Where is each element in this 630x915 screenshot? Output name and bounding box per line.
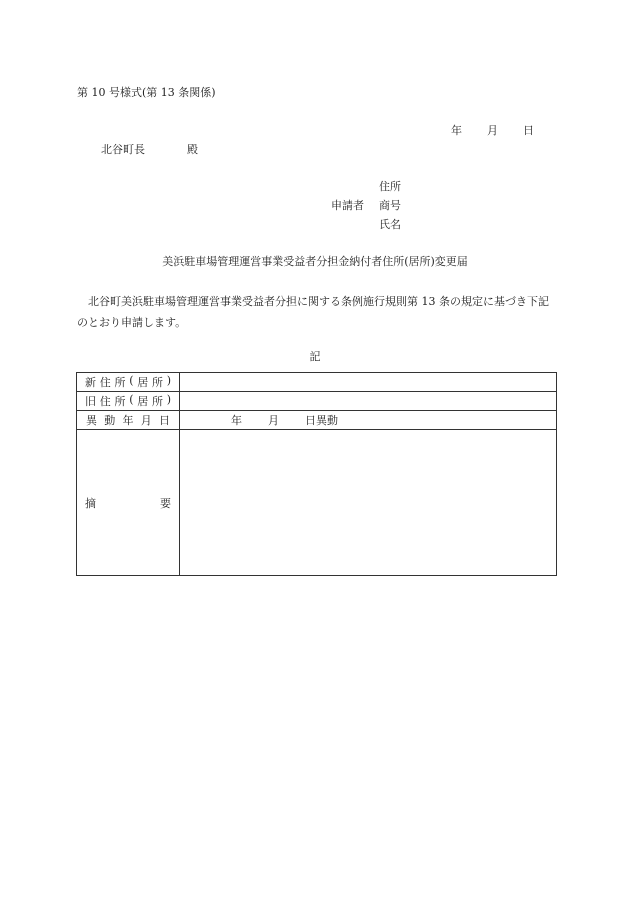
applicant-name-row xyxy=(331,218,419,237)
change-month-label: 月 xyxy=(268,414,279,427)
date-year-label: 年 xyxy=(451,124,462,137)
applicant-address-label: 住所 xyxy=(379,180,401,193)
applicant-trade-name-row xyxy=(331,199,419,218)
applicant-name-label: 氏名 xyxy=(379,218,401,231)
change-date-label: 異 動 年 月 日 xyxy=(77,411,180,430)
new-address-label: 新 住 所 ( 居 所 ) xyxy=(77,373,180,392)
date-month-label: 月 xyxy=(487,124,498,137)
table-row-old-address xyxy=(77,392,557,411)
old-address-label: 旧 住 所 ( 居 所 ) xyxy=(77,392,180,411)
addressee-name: 北谷町長 xyxy=(101,143,145,156)
summary-field[interactable] xyxy=(180,430,557,576)
table-row-summary xyxy=(77,430,557,576)
change-day-label: 日異動 xyxy=(305,414,338,427)
applicant-block xyxy=(331,180,419,237)
summary-label: 摘 要 xyxy=(77,430,180,576)
document-title: 美浜駐車場管理運営事業受益者分担金納付者住所(居所)変更届 xyxy=(162,255,468,268)
applicant-trade-name-label: 商号 xyxy=(379,199,401,212)
ki-heading: 記 xyxy=(309,350,321,363)
date-line xyxy=(451,124,534,138)
change-year-label: 年 xyxy=(231,414,242,427)
date-day-label: 日 xyxy=(523,124,534,137)
applicant-address-row xyxy=(331,180,419,199)
addressee-honorific: 殿 xyxy=(187,143,198,156)
new-address-field[interactable] xyxy=(180,373,557,392)
addressee xyxy=(101,143,198,157)
table-row-new-address xyxy=(77,373,557,392)
form-number: 第 10 号様式(第 13 条関係) xyxy=(77,86,216,99)
old-address-field[interactable] xyxy=(180,392,557,411)
applicant-role-label: 申請者 xyxy=(331,199,364,212)
table-row-change-date xyxy=(77,411,557,430)
change-date-field[interactable] xyxy=(180,411,557,430)
record-table xyxy=(76,372,557,576)
body-text: 北谷町美浜駐車場管理運営事業受益者分担に関する条例施行規則第 13 条の規定に基づき下記のとおり申請します。 xyxy=(77,295,549,329)
